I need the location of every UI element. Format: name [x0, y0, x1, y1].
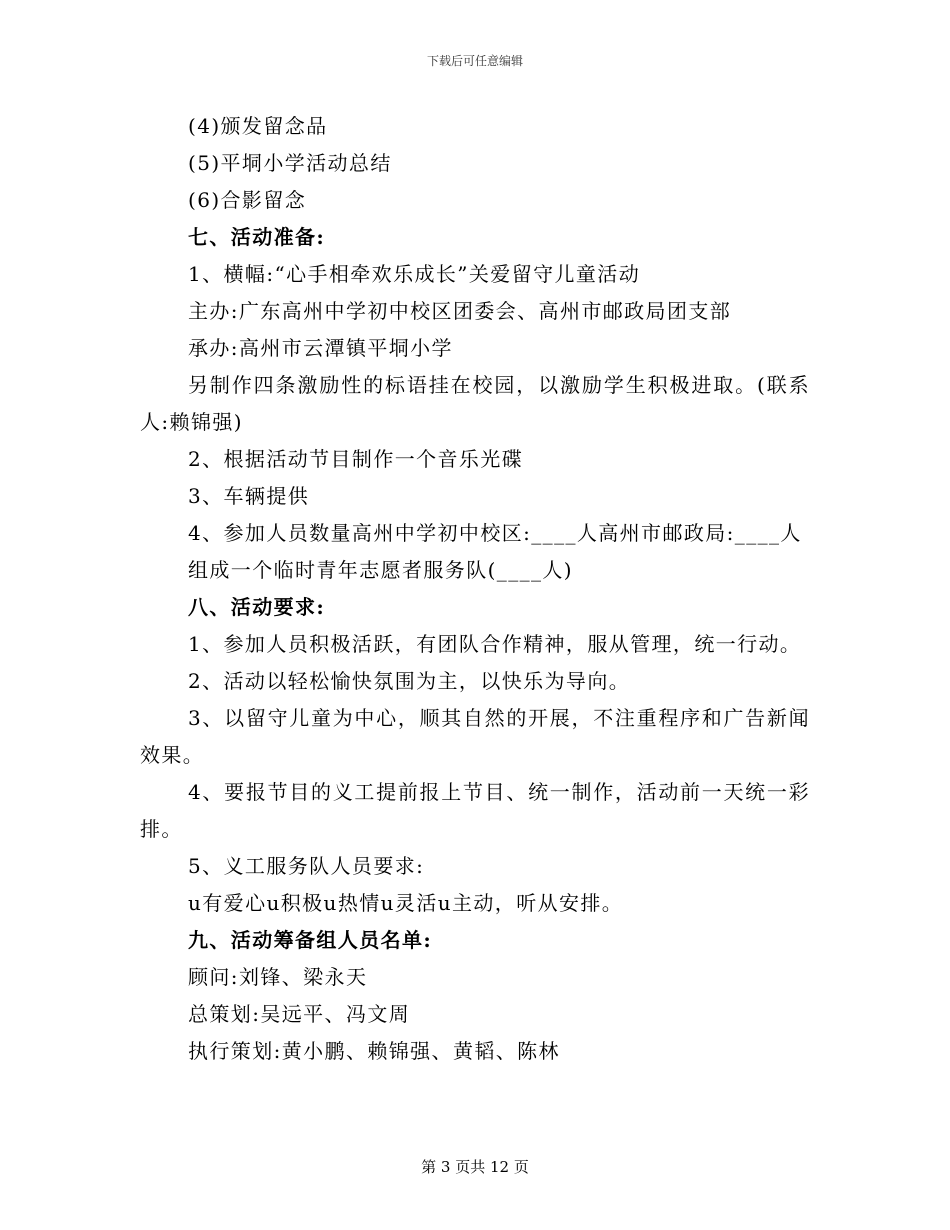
list-item: 3、车辆提供 [188, 484, 310, 508]
section-heading: 七、活动准备: [188, 225, 326, 249]
list-item: 执行策划:黄小鹏、赖锦强、黄韬、陈林 [188, 1039, 560, 1063]
paragraph: 3、以留守儿童为中心，顺其自然的开展，不注重程序和广告新闻效果。 [140, 706, 810, 767]
list-item: 2、活动以轻松愉快氛围为主，以快乐为导向。 [188, 669, 631, 693]
section-heading: 九、活动筹备组人员名单: [188, 928, 433, 952]
list-item: 组成一个临时青年志愿者服务队(____人) [188, 558, 574, 582]
page-footer: 第 3 页共 12 页 [421, 1158, 529, 1176]
list-item: 主办:广东高州中学初中校区团委会、高州市邮政局团支部 [188, 299, 732, 323]
list-item: 5、义工服务队人员要求: [188, 854, 425, 878]
page-header: 下载后可任意编辑 [426, 54, 523, 68]
list-item: (4)颁发留念品 [188, 114, 328, 138]
list-item: 1、参加人员积极活跃，有团队合作精神，服从管理，统一行动。 [188, 632, 802, 656]
list-item: 承办:高州市云潭镇平垌小学 [188, 336, 453, 360]
list-item: 总策划:吴远平、冯文周 [188, 1002, 411, 1026]
list-item: 1、横幅:“心手相牵欢乐成长”关爱留守儿童活动 [188, 262, 641, 286]
document-body [140, 108, 810, 1070]
paragraph: 4、要报节目的义工提前报上节目、统一制作，活动前一天统一彩排。 [140, 780, 810, 841]
list-item: (6)合影留念 [188, 188, 307, 212]
section-heading: 八、活动要求: [188, 595, 326, 619]
list-item: 顾问:刘锋、梁永天 [188, 965, 368, 989]
paragraph: 另制作四条激励性的标语挂在校园，以激励学生积极进取。(联系人:赖锦强) [140, 373, 810, 434]
list-item: 4、参加人员数量高州中学初中校区:____人高州市邮政局:____人 [188, 521, 802, 545]
list-item: u有爱心u积极u热情u灵活u主动，听从安排。 [188, 891, 624, 915]
list-item: (5)平垌小学活动总结 [188, 151, 392, 175]
list-item: 2、根据活动节目制作一个音乐光碟 [188, 447, 524, 471]
